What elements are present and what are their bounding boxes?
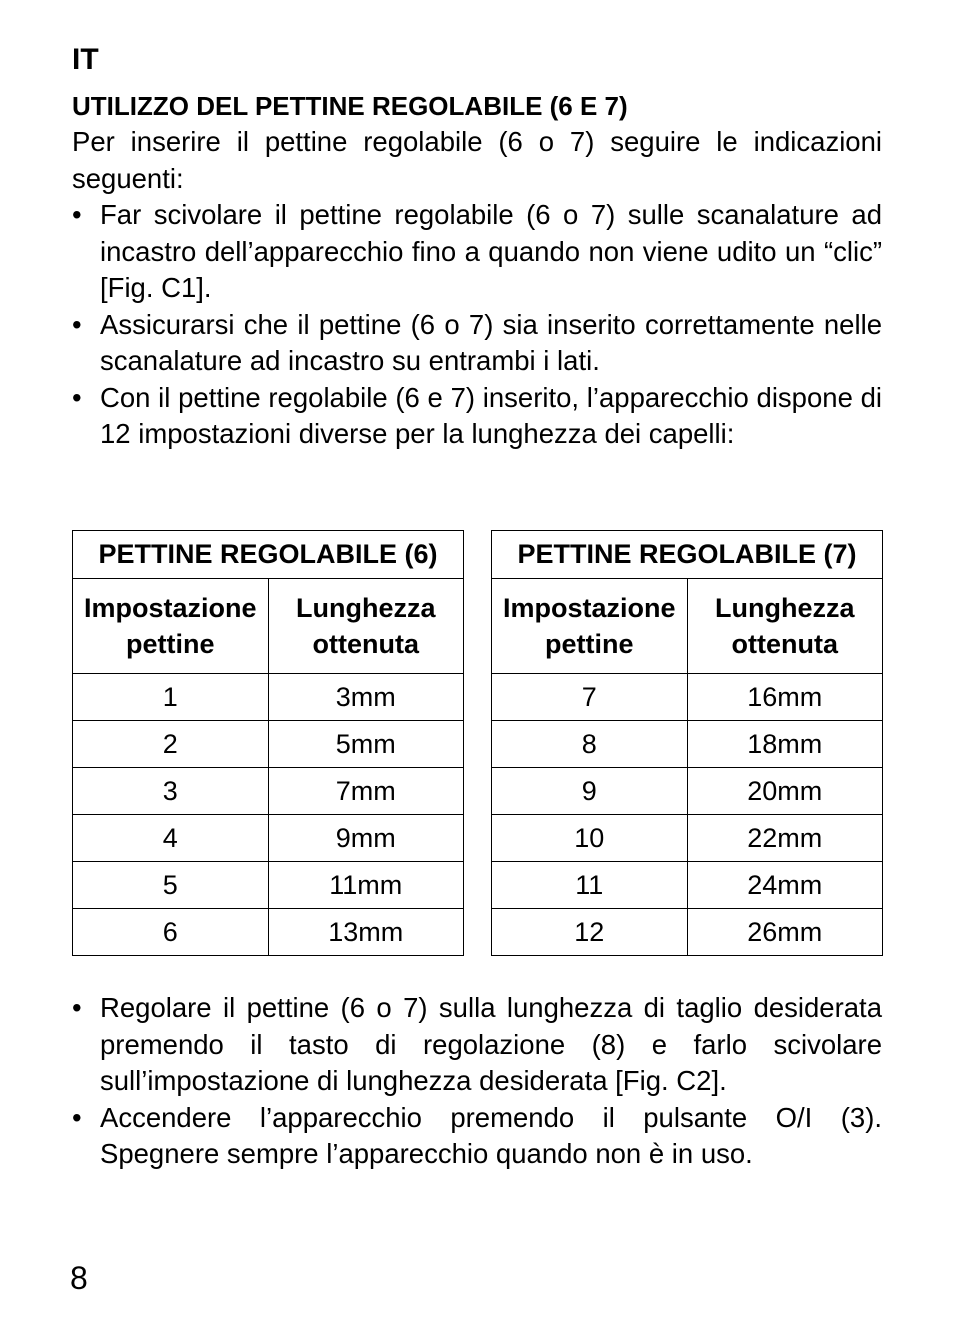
column-header-length: Lunghezza ottenuta [687, 579, 883, 674]
setting-cell: 5 [73, 862, 269, 909]
setting-cell: 9 [492, 768, 688, 815]
table-row [492, 862, 883, 909]
list-item-text: Far scivolare il pettine regolabile (6 o 7) sulle scanalature ad incastro dell’apparecchio fino a quando non viene udito un “clic” [Fig. C1]. [100, 199, 882, 303]
setting-cell: 11 [492, 862, 688, 909]
table-row [492, 721, 883, 768]
length-cell: 20mm [687, 768, 883, 815]
length-cell: 16mm [687, 674, 883, 721]
column-header-length: Lunghezza ottenuta [268, 579, 464, 674]
setting-cell: 3 [73, 768, 269, 815]
length-cell: 9mm [268, 815, 464, 862]
bullet-icon: • [72, 381, 82, 413]
list-item [72, 307, 882, 380]
table-row [73, 909, 464, 956]
list-item [72, 1100, 882, 1173]
comb-6-settings-table [72, 530, 464, 956]
setting-cell: 7 [492, 674, 688, 721]
instructions-list-after [72, 990, 882, 1173]
setting-cell: 6 [73, 909, 269, 956]
list-item-text: Accendere l’apparecchio premendo il pulsante O/I (3). Spegnere sempre l’apparecchio quando non è in uso. [100, 1101, 882, 1169]
setting-cell: 4 [73, 815, 269, 862]
length-cell: 11mm [268, 862, 464, 909]
length-cell: 3mm [268, 674, 464, 721]
length-cell: 22mm [687, 815, 883, 862]
bullet-icon: • [72, 1101, 82, 1133]
table-row [73, 721, 464, 768]
list-item-text: Assicurarsi che il pettine (6 o 7) sia inserito correttamente nelle scanalature ad incastro su entrambi i lati. [100, 308, 882, 376]
setting-cell: 8 [492, 721, 688, 768]
list-item [72, 380, 882, 453]
table-row [73, 768, 464, 815]
section-heading: UTILIZZO DEL PETTINE REGOLABILE (6 E 7) [72, 91, 628, 121]
list-item [72, 990, 882, 1100]
length-cell: 24mm [687, 862, 883, 909]
table-row [492, 815, 883, 862]
column-header-setting: Impostazione pettine [492, 579, 688, 674]
setting-cell: 12 [492, 909, 688, 956]
length-cell: 13mm [268, 909, 464, 956]
table-title: PETTINE REGOLABILE (6) [73, 531, 464, 579]
list-item-text: Con il pettine regolabile (6 e 7) inserito, l’apparecchio dispone di 12 impostazioni diverse per la lunghezza dei capelli: [100, 381, 882, 449]
bullet-icon: • [72, 308, 82, 340]
list-item-text: Regolare il pettine (6 o 7) sulla lunghezza di taglio desiderata premendo il tasto di regolazione (8) e farlo scivolare sull’impostazione di lunghezza desiderata [Fig. C2]. [100, 992, 882, 1096]
table-row [73, 815, 464, 862]
table-row [492, 768, 883, 815]
length-cell: 18mm [687, 721, 883, 768]
intro-paragraph: Per inserire il pettine regolabile (6 o 7) seguire le indicazioni seguenti: [72, 126, 882, 194]
setting-cell: 10 [492, 815, 688, 862]
instructions-list-before [72, 197, 882, 453]
list-item [72, 197, 882, 307]
length-cell: 5mm [268, 721, 464, 768]
language-label: IT [72, 43, 99, 76]
page-number: 8 [70, 1260, 88, 1296]
table-title: PETTINE REGOLABILE (7) [492, 531, 883, 579]
table-row [492, 909, 883, 956]
table-row [492, 674, 883, 721]
bullet-icon: • [72, 992, 82, 1023]
length-cell: 26mm [687, 909, 883, 956]
comb-7-settings-table [491, 530, 883, 956]
setting-cell: 1 [73, 674, 269, 721]
table-row [73, 674, 464, 721]
bullet-icon: • [72, 199, 82, 230]
column-header-setting: Impostazione pettine [73, 579, 269, 674]
setting-cell: 2 [73, 721, 269, 768]
table-row [73, 862, 464, 909]
length-cell: 7mm [268, 768, 464, 815]
